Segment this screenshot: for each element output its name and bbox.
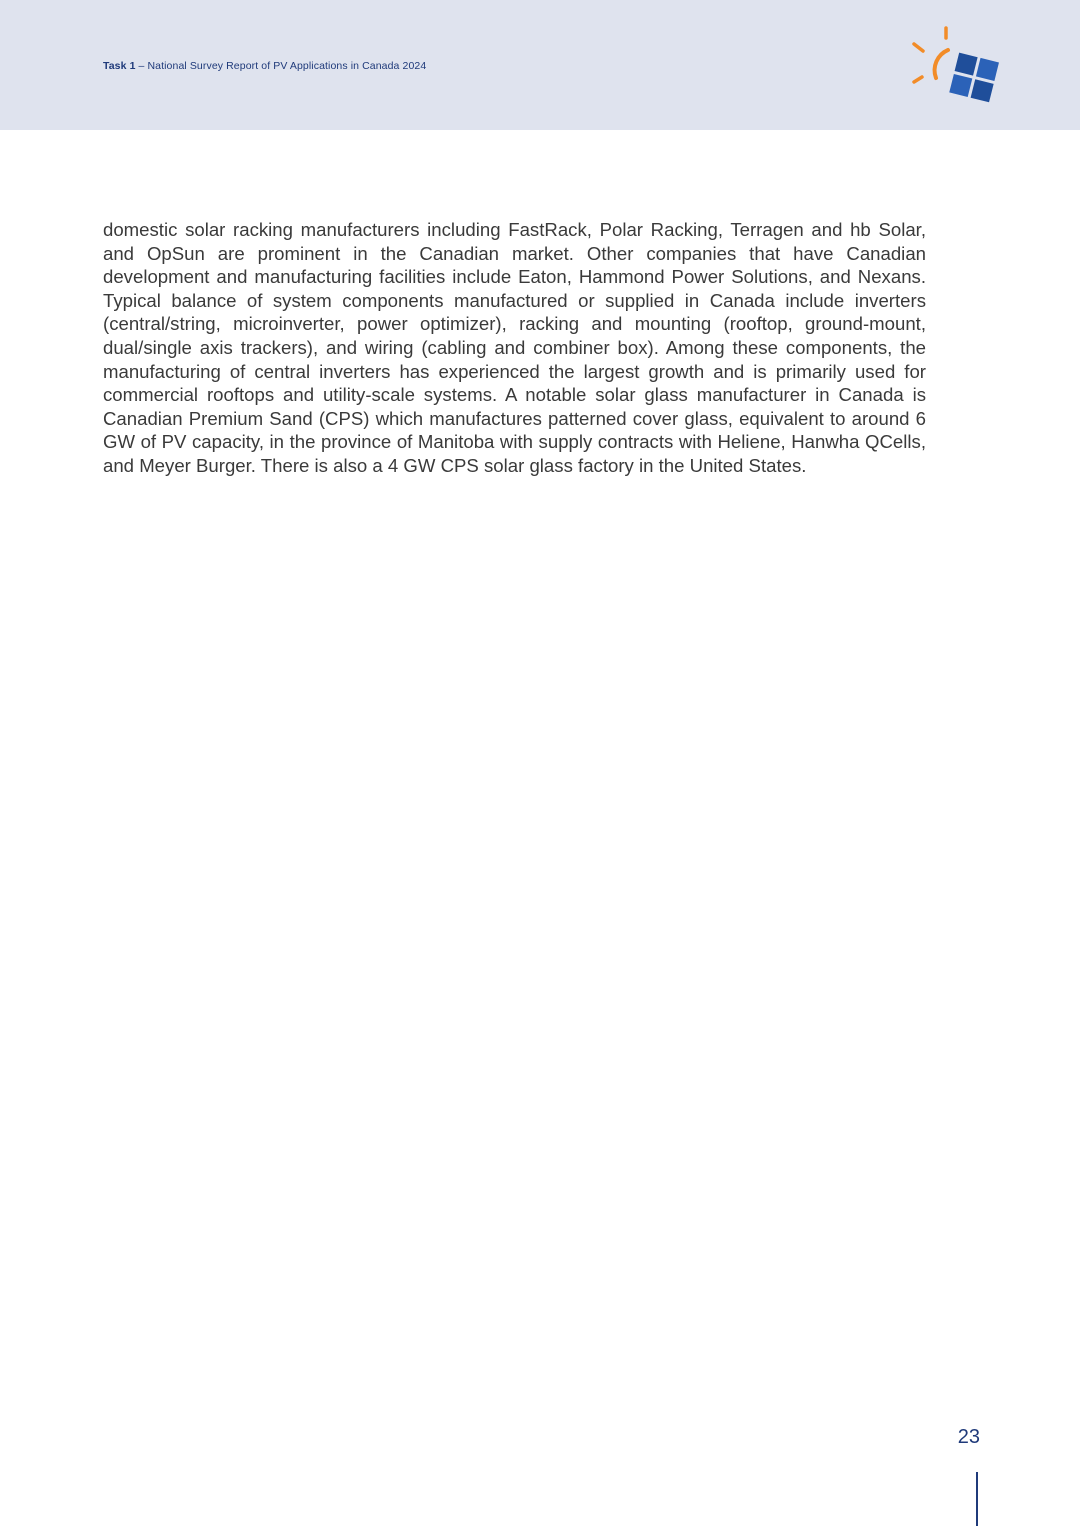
solar-cell bbox=[971, 79, 994, 102]
report-title: – National Survey Report of PV Applications in Canada 2024 bbox=[135, 60, 427, 72]
header-band bbox=[0, 0, 1080, 130]
page-number: 23 bbox=[957, 1426, 980, 1448]
sun-ray-upper-left bbox=[914, 44, 923, 51]
sun-arc bbox=[935, 50, 948, 78]
page-number-rule bbox=[976, 1472, 978, 1526]
body-paragraph: domestic solar racking manufacturers including FastRack, Polar Racking, Terragen and hb Solar, and OpSun are prominent in the Canadian market. Other companies that have Canadian development and manufacturing facilities include Eaton, Hammond Power Solutions, and Nexans. Typical balance of system components manufactured or supplied in Canada include inverters (central/string, microinverter, power optimizer), racking and mounting (rooftop, ground-mount, dual/single axis trackers), and wiring (cabling and combiner box). Among these components, the manufacturing of central inverters has experienced the largest growth and is primarily used for commercial rooftops and utility-scale systems. A notable solar glass manufacturer in Canada is Canadian Premium Sand (CPS) which manufactures patterned cover glass, equivalent to around 6 GW of PV capacity, in the province of Manitoba with supply contracts with Heliene, Hanwha QCells, and Meyer Burger. There is also a 4 GW CPS solar glass factory in the United States. bbox=[103, 219, 926, 476]
solar-cell bbox=[949, 74, 972, 97]
task-label: Task 1 bbox=[103, 60, 136, 72]
sun-ray-lower-left bbox=[914, 77, 922, 82]
solar-cell bbox=[976, 58, 999, 81]
solar-panel bbox=[949, 53, 999, 103]
solar-cell bbox=[955, 53, 978, 76]
sun-with-solar-panel-icon bbox=[908, 24, 1004, 112]
running-header bbox=[103, 60, 426, 72]
